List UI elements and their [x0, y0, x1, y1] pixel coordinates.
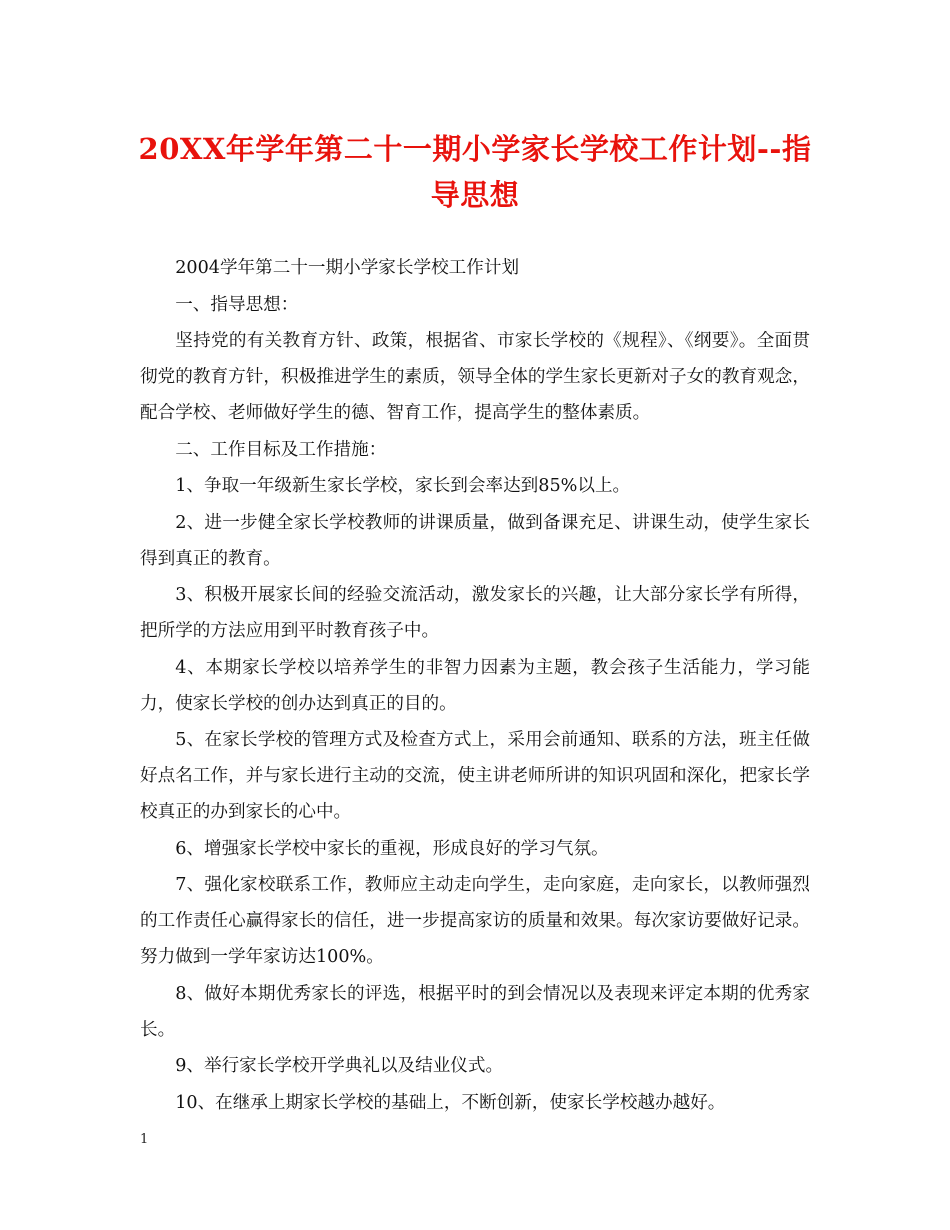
- paragraph-item-10: 10、在继承上期家长学校的基础上，不断创新，使家长学校越办越好。: [175, 1092, 726, 1113]
- page-number: 1: [140, 1132, 149, 1147]
- paragraph-guiding-ideology: 坚持党的有关教育方针、政策，根据省、市家长学校的《规程》、《纲要》。全面贯彻党的教育方针，积极推进学生的素质，领导全体的学生家长更新对子女的教育观念，配合学校、老师做好学生的德、智育工作，提高学生的整体素质。: [140, 331, 810, 423]
- paragraph-item-7: 7、强化家校联系工作，教师应主动走向学生，走向家庭，走向家长，以教师强烈的工作责任心赢得家长的信任，进一步提高家访的质量和效果。每次家访要做好记录。努力做到一学年家访达100%。: [140, 875, 810, 967]
- document-title: 20XX年学年第二十一期小学家长学校工作计划--指导思想: [138, 132, 812, 212]
- paragraph-item-6: 6、增强家长学校中家长的重视，形成良好的学习气氛。: [175, 838, 609, 859]
- paragraph-item-1: 1、争取一年级新生家长学校，家长到会率达到85%以上。: [175, 476, 631, 496]
- paragraph-item-3: 3、积极开展家长间的经验交流活动，激发家长的兴趣，让大部分家长学有所得，把所学的方法应用到平时教育孩子中。: [140, 585, 810, 641]
- paragraph-item-4: 4、本期家长学校以培养学生的非智力因素为主题，教会孩子生活能力，学习能力，使家长学校的创办达到真正的目的。: [140, 657, 810, 714]
- paragraph-item-9: 9、举行家长学校开学典礼以及结业仪式。: [175, 1056, 504, 1076]
- paragraph-item-2: 2、进一步健全家长学校教师的讲课质量，做到备课充足、讲课生动，使学生家长得到真正的教育。: [140, 512, 810, 569]
- paragraph-item-5: 5、在家长学校的管理方式及检查方式上，采用会前通知、联系的方法，班主任做好点名工作，并与家长进行主动的交流，使主讲老师所讲的知识巩固和深化，把家长学校真正的办到家长的心中。: [140, 730, 810, 822]
- paragraph-section-1-heading: 一、指导思想：: [175, 294, 299, 315]
- paragraph-plan-heading: 2004学年第二十一期小学家长学校工作计划: [175, 258, 520, 278]
- document-body: [140, 250, 810, 1121]
- paragraph-section-2-heading: 二、工作目标及工作措施：: [175, 439, 387, 460]
- paragraph-item-8: 8、做好本期优秀家长的评选，根据平时的到会情况以及表现来评定本期的优秀家长。: [140, 983, 810, 1040]
